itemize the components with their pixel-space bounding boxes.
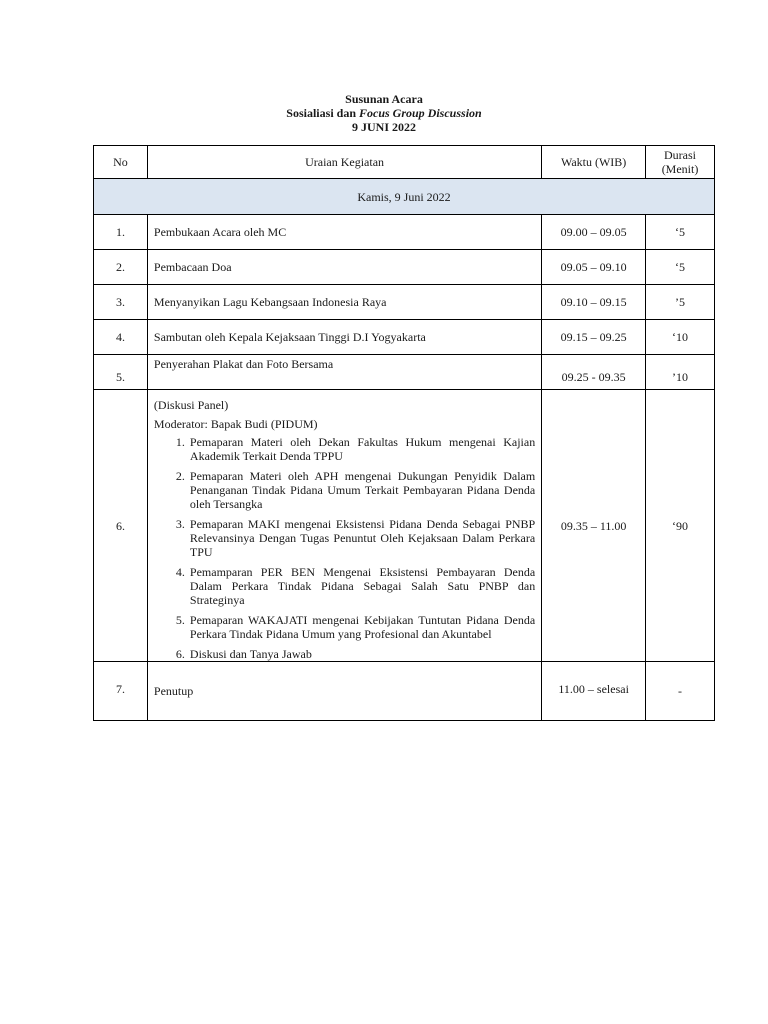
row-durasi: ‘10 <box>646 320 715 355</box>
col-header-uraian: Uraian Kegiatan <box>147 146 541 179</box>
row-uraian: Pembukaan Acara oleh MC <box>147 215 541 250</box>
schedule-table <box>93 145 715 721</box>
row-uraian: Penyerahan Plakat dan Foto Bersama <box>147 355 541 390</box>
row-no: 4. <box>94 320 148 355</box>
header-title: Susunan Acara <box>345 92 423 106</box>
panel-moderator: Moderator: Bapak Budi (PIDUM) <box>153 417 318 431</box>
header-subtitle-prefix: Sosialiasi dan <box>286 106 356 120</box>
row-no: 3. <box>94 285 148 320</box>
document-header <box>0 92 768 134</box>
row-waktu: 09.15 – 09.25 <box>542 320 646 355</box>
row-waktu: 09.25 - 09.35 <box>542 355 646 390</box>
panel-topic-item: 2. Pemaparan Materi oleh APH mengenai Dukungan Penyidik Dalam Penanganan Tindak Pidana Umum Terkait Pembayaran Pidana Denda oleh Tersangka <box>188 469 535 511</box>
row-durasi: ’10 <box>646 355 715 390</box>
row-no: 7. <box>94 662 148 721</box>
header-subtitle <box>0 106 768 120</box>
row-durasi: - <box>646 662 715 721</box>
row-waktu: 09.00 – 09.05 <box>542 215 646 250</box>
row-no: 1. <box>94 215 148 250</box>
row-uraian: Menyanyikan Lagu Kebangsaan Indonesia Raya <box>147 285 541 320</box>
col-header-durasi-line2: (Menit) <box>661 162 699 176</box>
row-uraian: Penutup <box>147 662 541 721</box>
row-uraian-panel <box>147 390 541 662</box>
header-subtitle-italic: Focus Group Discussion <box>359 106 482 120</box>
row-waktu: 09.35 – 11.00 <box>542 390 646 662</box>
row-no: 2. <box>94 250 148 285</box>
row-durasi: ’5 <box>646 285 715 320</box>
table-row <box>94 320 715 355</box>
col-header-durasi-line1: Durasi <box>664 148 697 162</box>
table-row <box>94 215 715 250</box>
panel-topics-list <box>154 435 535 661</box>
panel-topic-item: 6. Diskusi dan Tanya Jawab <box>188 647 535 661</box>
row-uraian: Sambutan oleh Kepala Kejaksaan Tinggi D.I Yogyakarta <box>147 320 541 355</box>
col-header-durasi <box>646 146 715 179</box>
col-header-waktu: Waktu (WIB) <box>542 146 646 179</box>
panel-topic-item: 4. Pemamparan PER BEN Mengenai Eksistensi Pembayaran Denda Dalam Perkara Tindak Pidana Sebagai Salah Satu PNBP dan Strateginya <box>188 565 535 607</box>
panel-title: (Diskusi Panel) <box>153 398 229 412</box>
row-waktu: 09.05 – 09.10 <box>542 250 646 285</box>
table-row <box>94 250 715 285</box>
row-durasi: ‘5 <box>646 215 715 250</box>
row-no: 5. <box>94 355 148 390</box>
row-no: 6. <box>94 390 148 662</box>
table-header-row <box>94 146 715 179</box>
table-row <box>94 662 715 721</box>
row-durasi: ‘90 <box>646 390 715 662</box>
panel-topic-item: 1. Pemaparan Materi oleh Dekan Fakultas Hukum mengenai Kajian Akademik Terkait Denda TPPU <box>188 435 535 463</box>
table-row-panel <box>94 390 715 662</box>
row-waktu: 09.10 – 09.15 <box>542 285 646 320</box>
panel-topic-item: 3. Pemaparan MAKI mengenai Eksistensi Pidana Denda Sebagai PNBP Relevansinya Dengan Tugas Penuntut Oleh Kejaksaan Dalam Perkara TPU <box>188 517 535 559</box>
day-row <box>94 179 715 215</box>
table-row <box>94 355 715 390</box>
row-waktu: 11.00 – selesai <box>542 662 646 721</box>
row-uraian: Pembacaan Doa <box>147 250 541 285</box>
row-durasi: ‘5 <box>646 250 715 285</box>
col-header-no: No <box>94 146 148 179</box>
table-row <box>94 285 715 320</box>
header-date: 9 JUNI 2022 <box>351 120 416 134</box>
day-label: Kamis, 9 Juni 2022 <box>94 179 715 215</box>
panel-topic-item: 5. Pemaparan WAKAJATI mengenai Kebijakan Tuntutan Pidana Denda Perkara Tindak Pidana Umum yang Profesional dan Akuntabel <box>188 613 535 641</box>
